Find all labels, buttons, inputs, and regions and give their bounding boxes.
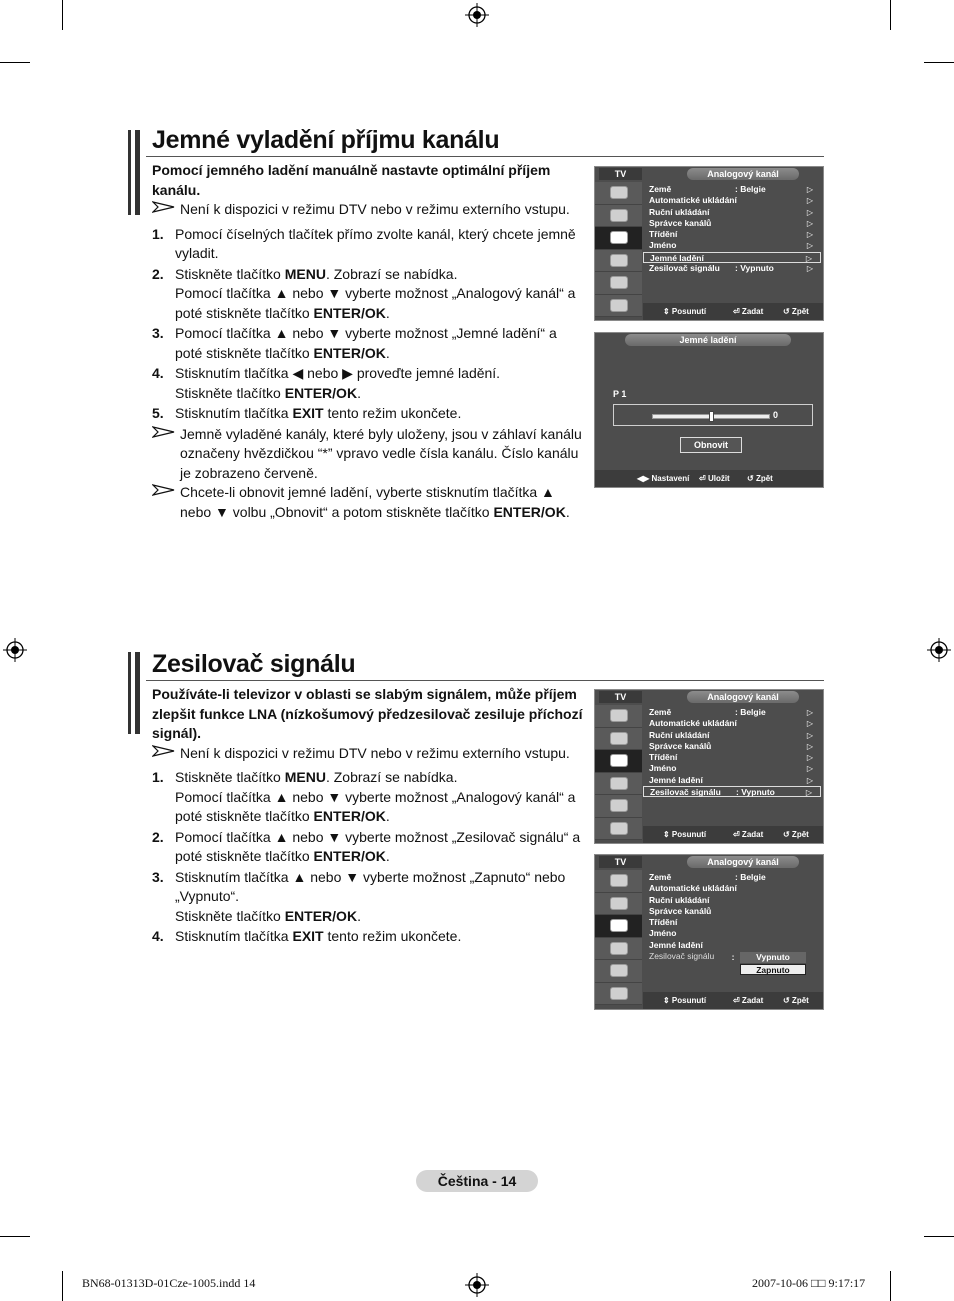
section-divider: [146, 156, 824, 157]
note-text: Není k dispozici v režimu DTV nebo v režimu externího vstupu.: [180, 201, 570, 217]
tv-menu-item[interactable]: [643, 775, 821, 786]
submenu-arrow-icon: ▷: [806, 730, 813, 740]
category-glyph-icon: [610, 799, 628, 812]
tv-category-icon[interactable]: [595, 983, 642, 1006]
tv-category-icon[interactable]: [595, 893, 642, 916]
note: [152, 200, 584, 220]
step-text: .: [385, 848, 390, 864]
tv-menu-item-label: Ruční ukládání: [649, 729, 710, 740]
step-text: Stisknutím tlačítka ▲ nebo ▼ vyberte možnost „Zapnuto“ nebo „Vypnuto“.: [175, 868, 566, 904]
tv-category-icon[interactable]: [595, 938, 642, 961]
tv-menu-item-label: Země: [649, 184, 672, 194]
crop-mark: [890, 0, 891, 30]
note-text: Není k dispozici v režimu DTV nebo v režimu externího vstupu.: [180, 744, 570, 761]
tv-menu-title: Analogový kanál: [687, 691, 799, 703]
tv-menu-item[interactable]: [643, 218, 821, 229]
registration-mark-icon: [3, 638, 27, 662]
step-number: 1.: [152, 225, 164, 242]
fine-tune-title: Jemné ladění: [625, 334, 791, 346]
step-text: Pomocí tlačítka ▲ nebo ▼ vyberte možnost „Zesilovač signálu“ a poté stiskněte tlačítko: [175, 828, 581, 864]
tv-tag: TV: [599, 168, 642, 180]
file-slug: BN68-01313D-01Cze-1005.indd 14: [82, 1276, 256, 1290]
step-text: Stiskněte tlačítko: [175, 384, 285, 401]
step-line: [175, 404, 584, 424]
section-marker: [128, 652, 142, 734]
step-text: Stisknutím tlačítka ◀ nebo ▶ proveďte jemné ladění.: [175, 365, 501, 381]
category-glyph-icon: [610, 186, 628, 199]
submenu-arrow-icon: ▷: [806, 764, 813, 774]
foot-move: ⇕ Posunutí: [663, 307, 707, 316]
tv-menu-item[interactable]: [643, 707, 821, 718]
category-glyph-icon: [610, 777, 628, 790]
step-item: [152, 265, 584, 324]
category-glyph-icon: [610, 299, 628, 312]
foot-adjust-label: Nastavení: [651, 474, 690, 483]
step-text: Stisknutím tlačítka: [175, 405, 293, 421]
step-number: 4.: [152, 928, 164, 944]
step-item: [152, 404, 584, 424]
option-off[interactable]: Vypnuto: [740, 952, 806, 963]
tv-menu-item[interactable]: [643, 207, 821, 218]
tv-menu-item[interactable]: [643, 763, 821, 774]
tv-menu-item-value: : Belgie: [735, 184, 766, 194]
tv-menu-item[interactable]: [643, 917, 821, 928]
submenu-arrow-icon: ▷: [806, 753, 813, 763]
foot-save: ⏎ Uložit: [699, 474, 730, 483]
foot-adjust: ◀▶ Nastavení: [637, 474, 690, 483]
channel-label: P 1: [613, 389, 627, 399]
note: [152, 483, 584, 522]
tv-menu-item[interactable]: [643, 263, 821, 274]
tv-category-icon[interactable]: [595, 705, 642, 728]
foot-save-label: Uložit: [707, 474, 730, 483]
tv-menu-footer: [643, 303, 823, 320]
registration-mark-icon: [465, 1273, 489, 1297]
step-item: [152, 768, 584, 827]
step-number: 5.: [152, 405, 164, 421]
category-glyph-icon: [610, 276, 628, 289]
section2-body: [152, 685, 584, 948]
step-number: 3.: [152, 868, 164, 885]
category-glyph-icon: [610, 209, 628, 222]
step-bold: ENTER/OK: [313, 344, 386, 361]
step-line: [175, 324, 584, 363]
tv-menu-item-label: Správce kanálů: [649, 905, 712, 916]
tv-menu-title: Analogový kanál: [687, 168, 799, 180]
submenu-arrow-icon: ▷: [806, 719, 813, 729]
fine-tune-screen: [594, 332, 824, 488]
step-text: Stiskněte tlačítko: [175, 907, 285, 924]
step-bold: EXIT: [292, 928, 324, 944]
crop-mark: [924, 62, 954, 63]
step-item: [152, 225, 584, 264]
step-line: [175, 284, 584, 323]
note: [152, 425, 584, 484]
step-text: .: [385, 304, 390, 321]
tv-menu-item-label: Zesilovač signálu: [649, 951, 715, 962]
tv-menu-item[interactable]: [643, 229, 821, 240]
note-text: Jemně vyladěné kanály, které byly uloženy, jsou v záhlaví kanálu označeny hvězdičkou “*” vpravo vedle čísla kanálu. Číslo kanálu je zobrazeno červeně.: [180, 425, 582, 481]
tv-menu-item-label: Třídění: [649, 917, 678, 928]
tv-menu-item-label: Třídění: [649, 752, 678, 763]
tv-menu-header: [595, 855, 823, 870]
tv-menu-sidebar: [595, 182, 642, 317]
submenu-arrow-icon: ▷: [805, 253, 812, 263]
step-number: 2.: [152, 265, 164, 282]
tv-menu-item[interactable]: [643, 883, 821, 894]
tv-menu-item[interactable]: [643, 906, 821, 917]
steps-list: [152, 225, 584, 424]
step-text: .: [357, 907, 361, 924]
tv-category-icon[interactable]: [595, 818, 642, 841]
reset-button[interactable]: Obnovit: [680, 437, 742, 453]
intro-text: Pomocí jemného ladění manuálně nastavte optimální příjem kanálu.: [152, 162, 551, 198]
tv-tag: TV: [599, 856, 642, 868]
submenu-arrow-icon: ▷: [805, 788, 812, 798]
step-text: . Zobrazí se nabídka.: [325, 265, 458, 282]
tv-category-icon[interactable]: [595, 795, 642, 818]
tv-menu-item-label: Jemné ladění: [649, 939, 703, 950]
tv-menu-item-label: Automatické ukládání: [649, 718, 737, 729]
step-item: [152, 324, 584, 363]
tv-menu-footer: [643, 992, 823, 1009]
tv-menu-list: [643, 182, 821, 302]
crop-mark: [62, 0, 63, 30]
step-item: [152, 364, 584, 403]
category-glyph-icon: [610, 754, 628, 767]
tv-menu-item-label: Země: [649, 707, 672, 717]
category-glyph-icon: [610, 822, 628, 835]
step-bold: ENTER/OK: [284, 384, 358, 401]
note-arrow-icon: [152, 744, 176, 758]
category-glyph-icon: [610, 231, 628, 244]
fine-tune-value: 0: [773, 410, 779, 420]
submenu-arrow-icon: ▷: [806, 741, 813, 751]
tv-menu-item-label: Ruční ukládání: [649, 206, 710, 217]
category-glyph-icon: [610, 897, 628, 910]
step-bold: ENTER/OK: [313, 808, 386, 824]
steps-list: [152, 768, 584, 947]
submenu-arrow-icon: ▷: [806, 241, 813, 251]
step-text: Pomocí tlačítka ▲ nebo ▼ vyberte možnost „Analogový kanál“ a poté stiskněte tlačítko: [175, 788, 576, 824]
tv-category-icon[interactable]: [595, 272, 642, 295]
step-text: Pomocí tlačítka ▲ nebo ▼ vyberte možnost „Jemné ladění“ a poté stiskněte tlačítko: [175, 325, 557, 361]
tv-menu-screen: [594, 689, 824, 844]
tv-menu-title: Analogový kanál: [687, 856, 799, 868]
tv-menu-item[interactable]: [643, 195, 821, 206]
tv-menu-item[interactable]: [643, 718, 821, 729]
option-on[interactable]: Zapnuto: [740, 964, 806, 975]
step-line: [175, 907, 584, 927]
foot-back: ↺ Zpět: [783, 830, 809, 839]
foot-enter: ⏎ Zadat: [733, 996, 764, 1005]
step-bold: MENU: [284, 265, 326, 282]
category-glyph-icon: [610, 732, 628, 745]
section-marker: [128, 130, 142, 215]
submenu-arrow-icon: ▷: [806, 218, 813, 228]
step-text: Stiskněte tlačítko: [175, 265, 285, 282]
step-line: [175, 828, 584, 867]
tv-menu-item-label: Jméno: [649, 928, 677, 939]
tv-category-icon[interactable]: [595, 960, 642, 983]
tv-menu-item-label: Automatické ukládání: [649, 195, 737, 206]
tv-menu-item-label: Třídění: [649, 229, 678, 240]
section-divider: [146, 680, 824, 681]
step-text: Pomocí tlačítka ▲ nebo ▼ vyberte možnost „Analogový kanál“ a poté stiskněte tlačítko: [175, 285, 576, 321]
category-glyph-icon: [610, 254, 628, 267]
section1-body: [152, 161, 584, 522]
tv-category-icon[interactable]: [595, 295, 642, 318]
category-glyph-icon: [610, 709, 628, 722]
registration-mark-icon: [465, 3, 489, 27]
tv-menu-item-label: Země: [649, 872, 672, 882]
submenu-arrow-icon: ▷: [806, 708, 813, 717]
tv-menu-sidebar: [595, 870, 642, 1005]
note-bold: ENTER/OK: [493, 503, 566, 520]
registration-mark-icon: [927, 638, 951, 662]
step-text: .: [385, 344, 390, 361]
tv-menu-item[interactable]: [643, 184, 821, 195]
step-text: Stisknutím tlačítka: [175, 928, 293, 944]
tv-menu-item-label: Zesilovač signálu: [649, 263, 720, 274]
foot-enter: ⏎ Zadat: [733, 830, 764, 839]
step-line: [175, 364, 584, 384]
step-text: .: [385, 808, 390, 824]
category-glyph-icon: [610, 987, 628, 1000]
tv-menu-item-label: Jméno: [649, 763, 677, 774]
tv-category-icon[interactable]: [595, 250, 642, 273]
step-line: [175, 788, 584, 827]
step-text: . Zobrazí se nabídka.: [325, 769, 458, 785]
step-text: tento režim ukončete.: [323, 928, 462, 944]
category-glyph-icon: [610, 942, 628, 955]
tv-menu-header: [595, 690, 823, 705]
submenu-arrow-icon: ▷: [806, 230, 813, 240]
step-number: 3.: [152, 325, 164, 341]
step-bold: ENTER/OK: [313, 304, 386, 321]
tv-category-icon[interactable]: [595, 205, 642, 228]
step-item: [152, 828, 584, 867]
tv-category-icon[interactable]: [595, 750, 642, 773]
crop-mark: [0, 62, 30, 63]
foot-move: ⇕ Posunutí: [663, 996, 707, 1005]
foot-back: ↺ Zpět: [747, 474, 773, 483]
crop-mark: [0, 1236, 30, 1237]
date-slug: 2007-10-06 □□ 9:17:17: [752, 1276, 866, 1290]
submenu-arrow-icon: ▷: [806, 264, 813, 274]
tv-menu-item[interactable]: [643, 240, 821, 251]
tv-menu-item[interactable]: [643, 741, 821, 752]
category-glyph-icon: [610, 964, 628, 977]
tv-category-icon[interactable]: [595, 915, 642, 938]
step-bold: ENTER/OK: [313, 848, 386, 864]
note-text: Chcete-li obnovit jemné ladění, vyberte stisknutím tlačítka ▲ nebo ▼ volbu „Obnovit“ a potom stiskněte tlačítko: [180, 484, 555, 520]
note-arrow-icon: [152, 483, 176, 497]
step-line: [175, 927, 584, 947]
page-number: Čeština - 14: [416, 1170, 538, 1192]
tv-menu-sidebar: [595, 705, 642, 840]
fine-tune-slider[interactable]: [652, 414, 770, 419]
tv-menu-item-value: : Belgie: [735, 872, 766, 882]
category-glyph-icon: [610, 874, 628, 887]
tv-menu-footer: [643, 826, 823, 843]
step-number: 1.: [152, 769, 164, 785]
tv-menu-item[interactable]: [643, 730, 821, 741]
tv-menu-item[interactable]: [643, 752, 821, 763]
intro-text: Používáte-li televizor v oblasti se slabým signálem, může příjem zlepšit funkce LNA (nízkošumový předzesilovač zesiluje příchozí signál).: [152, 686, 583, 741]
slider-handle[interactable]: [709, 411, 714, 422]
note-arrow-icon: [152, 200, 176, 214]
step-number: 2.: [152, 828, 164, 845]
foot-move: ⇕ Posunutí: [663, 830, 707, 839]
note-arrow-icon: [152, 425, 176, 439]
step-bold: ENTER/OK: [284, 907, 358, 924]
submenu-arrow-icon: ▷: [806, 207, 813, 217]
step-text: Stiskněte tlačítko: [175, 769, 285, 785]
step-bold: EXIT: [292, 405, 324, 421]
submenu-arrow-icon: ▷: [806, 196, 813, 206]
tv-menu-item-value: : Belgie: [735, 707, 766, 717]
tv-menu-screen: [594, 854, 824, 1010]
crop-mark: [924, 1236, 954, 1237]
crop-mark: [62, 1271, 63, 1301]
foot-back: ↺ Zpět: [783, 307, 809, 316]
option-colon: :: [731, 952, 735, 962]
tv-menu-item[interactable]: [643, 940, 821, 951]
foot-back: ↺ Zpět: [783, 996, 809, 1005]
step-text: .: [357, 384, 361, 401]
step-bold: MENU: [284, 769, 326, 785]
submenu-arrow-icon: ▷: [806, 775, 813, 785]
tv-category-icon[interactable]: [595, 728, 642, 751]
step-number: 4.: [152, 365, 164, 381]
tv-category-icon[interactable]: [595, 773, 642, 796]
note-end: .: [565, 503, 570, 520]
tv-menu-header: [595, 167, 823, 182]
tv-menu-item[interactable]: [643, 895, 821, 906]
step-text: tento režim ukončete.: [323, 405, 462, 421]
tv-menu-item-label: Automatické ukládání: [649, 883, 737, 894]
step-line: [175, 768, 584, 788]
step-line: [175, 868, 584, 907]
tv-menu-item-label: Jméno: [649, 240, 677, 251]
submenu-arrow-icon: ▷: [806, 185, 813, 194]
tv-menu-item-label: Správce kanálů: [649, 740, 712, 751]
tv-menu-item-value: : Vypnuto: [736, 787, 775, 798]
tv-menu-item-label: Zesilovač signálu: [650, 787, 721, 798]
tv-menu-item[interactable]: [643, 928, 821, 939]
step-line: Pomocí číselných tlačítek přímo zvolte kanál, který chcete jemně vyladit.: [175, 225, 576, 261]
note: [152, 744, 584, 764]
fine-tune-footer: [595, 470, 823, 487]
foot-enter: ⏎ Zadat: [733, 307, 764, 316]
tv-menu-item-label: Ruční ukládání: [649, 894, 710, 905]
tv-category-icon[interactable]: [595, 870, 642, 893]
tv-menu-list: [643, 705, 821, 825]
step-line: [175, 384, 584, 404]
tv-menu-item-label: Jemné ladění: [650, 252, 704, 263]
tv-menu-item[interactable]: [643, 786, 821, 797]
tv-menu-screen: [594, 166, 824, 321]
tv-tag: TV: [599, 691, 642, 703]
tv-category-icon[interactable]: [595, 227, 642, 250]
tv-menu-item-label: Jemné ladění: [649, 774, 703, 785]
tv-menu-item-value: : Vypnuto: [735, 263, 774, 274]
category-glyph-icon: [610, 919, 628, 932]
tv-category-icon[interactable]: [595, 182, 642, 205]
fine-tune-header: [595, 333, 823, 348]
tv-menu-item[interactable]: [643, 252, 821, 263]
foot-back-label: Zpět: [755, 474, 773, 483]
step-line: [175, 265, 584, 285]
step-item: [152, 927, 584, 947]
section-title: Jemné vyladění příjmu kanálu: [152, 126, 500, 154]
section-title: Zesilovač signálu: [152, 650, 356, 678]
fine-tune-slider-box: [613, 404, 813, 426]
step-item: [152, 868, 584, 927]
tv-menu-item-label: Správce kanálů: [649, 217, 712, 228]
crop-mark: [890, 1271, 891, 1301]
tv-menu-item[interactable]: [643, 872, 821, 883]
